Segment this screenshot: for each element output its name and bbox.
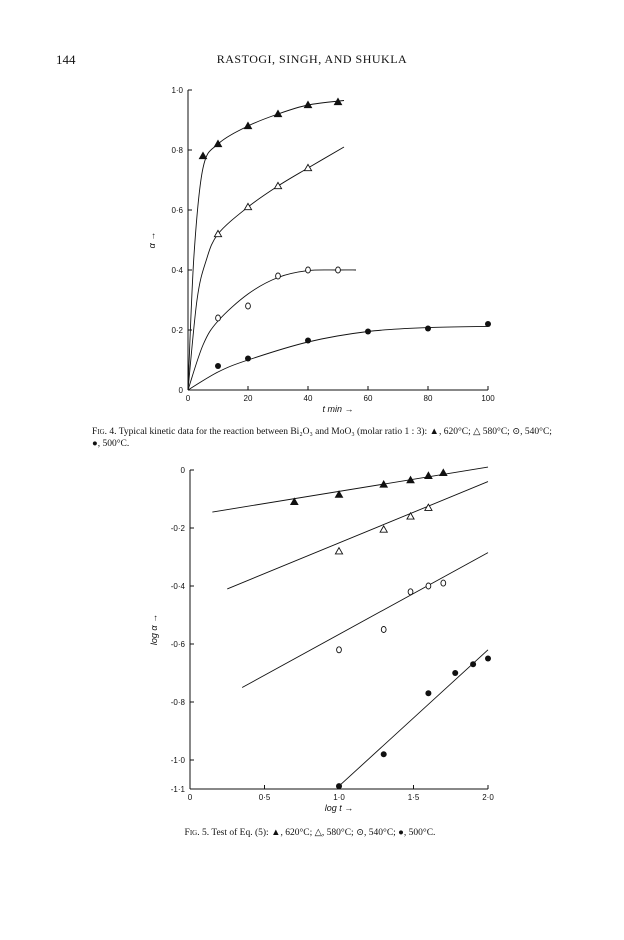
fig5-x-axis-label: log t → xyxy=(324,803,354,813)
fig5-point-580C xyxy=(380,526,387,532)
fig4-x-tick-label: 60 xyxy=(363,394,373,403)
fig4-point-500C xyxy=(215,363,221,369)
fig5-axes xyxy=(149,466,494,813)
figure-5-label: Fig. 5. xyxy=(184,828,210,838)
figure-4-caption-text: Typical kinetic data for the reaction between Bi₂O₃ and MoO₃ (molar ratio 1 : 3): ▲, 620°C; △ 580°C; ⊙, 540°C; ●, 500°C. xyxy=(92,427,552,449)
fig5-point-500C xyxy=(452,670,458,676)
figure-4-caption xyxy=(92,426,562,450)
fig4-points xyxy=(199,98,491,369)
fig5-line-620C xyxy=(212,467,488,512)
fig4-point-580C xyxy=(244,203,251,209)
fig4-line-500C xyxy=(188,326,488,390)
fig5-x-tick-label: 1·0 xyxy=(333,793,345,802)
fig5-point-580C xyxy=(335,548,342,554)
fig4-point-500C xyxy=(365,329,371,335)
fig4-y-tick-label: 0·6 xyxy=(171,206,183,215)
fig4-point-620C xyxy=(244,122,251,128)
fig5-y-tick-label: -0·2 xyxy=(170,524,185,533)
fig5-x-tick-label: 0 xyxy=(187,793,193,802)
fig4-point-500C xyxy=(485,321,491,327)
fig5-y-tick-label: 0 xyxy=(180,466,185,475)
fig4-point-540C xyxy=(216,315,221,321)
fig4-y-tick-label: 0·8 xyxy=(171,146,183,155)
fig5-y-tick-label: -1·0 xyxy=(170,756,185,765)
fig4-point-620C xyxy=(199,152,206,158)
fig5-point-540C xyxy=(337,647,342,653)
fig4-point-500C xyxy=(305,338,311,344)
fig5-point-500C xyxy=(336,783,342,789)
figure-5-chart xyxy=(0,455,624,825)
fig4-x-tick-label: 100 xyxy=(481,394,495,403)
fig4-curves xyxy=(188,101,488,391)
fig4-point-540C xyxy=(246,303,251,309)
fig5-point-540C xyxy=(381,627,386,633)
fig5-point-540C xyxy=(408,589,413,595)
fig5-points xyxy=(291,469,491,789)
fig4-x-tick-label: 40 xyxy=(303,394,313,403)
figure-4-chart xyxy=(0,80,624,415)
fig5-x-tick-label: 2·0 xyxy=(482,793,494,802)
page-number: 144 xyxy=(56,52,76,67)
fig4-line-580C xyxy=(188,147,344,390)
fig4-y-tick-label: 0 xyxy=(178,386,183,395)
fig5-point-540C xyxy=(441,580,446,586)
fig4-line-540C xyxy=(188,270,356,390)
fig4-point-540C xyxy=(336,267,341,273)
fig4-x-axis-label: t min → xyxy=(322,404,354,414)
running-head: RASTOGI, SINGH, AND SHUKLA xyxy=(216,52,408,66)
fig5-y-tick-label: -0·8 xyxy=(170,698,185,707)
figure-5-caption xyxy=(110,827,510,839)
fig5-point-500C xyxy=(470,661,476,667)
fig5-y-tick-label: -0·4 xyxy=(170,582,185,591)
fig5-point-620C xyxy=(425,472,432,478)
fig5-lines xyxy=(212,467,488,786)
fig5-y-tick-label: -0·6 xyxy=(170,640,185,649)
fig5-point-540C xyxy=(426,583,431,589)
figure-4-label: Fig. 4. xyxy=(92,427,117,437)
fig4-point-500C xyxy=(425,326,431,332)
fig5-point-500C xyxy=(485,656,491,662)
fig5-line-580C xyxy=(227,482,488,589)
fig5-x-tick-label: 0·5 xyxy=(258,793,271,802)
figure-5-caption-text: Test of Eq. (5): ▲, 620°C; △, 580°C; ⊙, 540°C; ●, 500°C. xyxy=(211,828,436,838)
fig4-y-tick-label: 0·4 xyxy=(171,266,183,275)
fig5-point-500C xyxy=(425,690,431,696)
fig4-point-580C xyxy=(304,164,311,170)
fig5-x-tick-label: 1·5 xyxy=(407,793,420,802)
fig4-x-tick-label: 80 xyxy=(423,394,433,403)
fig4-y-axis-label: α → xyxy=(147,231,157,249)
fig4-axes xyxy=(147,86,495,414)
fig4-y-tick-label: 1·0 xyxy=(171,86,183,95)
fig4-point-580C xyxy=(274,182,281,188)
fig4-x-tick-label: 0 xyxy=(185,394,191,403)
fig4-y-tick-label: 0·2 xyxy=(171,326,183,335)
fig5-point-580C xyxy=(407,513,414,519)
fig5-y-tick-label: -1·1 xyxy=(170,785,185,794)
fig4-point-540C xyxy=(306,267,311,273)
fig5-line-500C xyxy=(339,650,488,786)
fig4-x-tick-label: 20 xyxy=(243,394,253,403)
fig5-point-500C xyxy=(381,751,387,757)
fig5-line-540C xyxy=(242,553,488,688)
fig4-point-500C xyxy=(245,356,251,362)
fig4-point-540C xyxy=(276,273,281,279)
fig5-point-620C xyxy=(440,469,447,475)
fig5-y-axis-label: log α → xyxy=(149,613,159,646)
